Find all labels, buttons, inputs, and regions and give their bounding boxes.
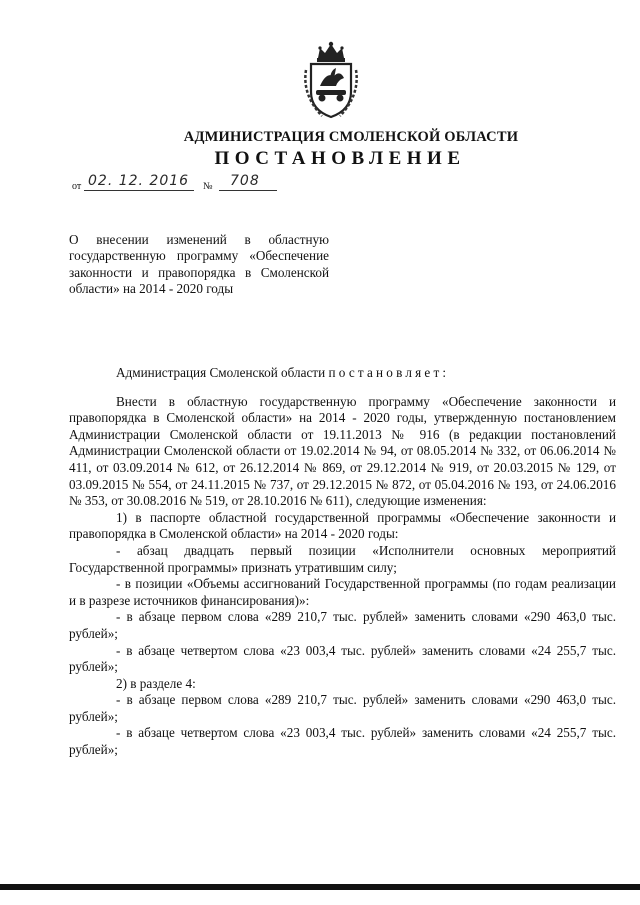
date-number-line: [72, 173, 292, 195]
paragraph-bullet: - в позиции «Объемы ассигнований Государственной программы (по годам реализации и в разрезе источников финансирования)»:: [69, 576, 616, 608]
scan-bottom-edge: [0, 884, 640, 890]
paragraph-bullet: - в абзаце четвертом слова «23 003,4 тыс. рублей» заменить словами «24 255,7 тыс. рублей»;: [69, 725, 616, 758]
resolution-lead: [69, 365, 616, 382]
document-date: 02. 12. 2016: [88, 173, 190, 189]
paragraph-bullet: - абзац двадцать первый позиции «Исполнители основных мероприятий Государственной программы» признать утратившим силу;: [69, 542, 616, 575]
document-subject: О внесении изменений в областную государственную программу «Обеспечение законности и правопорядка в Смоленской области» на 2014 - 2020 годы: [69, 232, 329, 296]
paragraph-item-1: 1) в паспорте областной государственной программы «Обеспечение законности и правопорядка в Смоленской области» на 2014 - 2020 годы:: [69, 509, 616, 542]
date-underline: [84, 190, 194, 191]
number-underline: [219, 190, 277, 191]
number-prefix: №: [203, 181, 213, 192]
document-number: 708: [230, 173, 260, 189]
paragraph-main: Внести в областную государственную программу «Обеспечение законности и правопорядка в Смоленской области» на 2014 - 2020 годы, утвержденную постановлением Администрации Смоленской области от 19.11.2013 № 916 (в редакции постановлений Администрации Смоленской области от 19.02.2014 № 94, от 08.05.2014 № 332, от 06.06.2014 № 411, от 03.09.2014 № 612, от 26.12.2014 № 869, от 29.12.2014 № 919, от 20.03.2015 № 129, от 03.09.2015 № 554, от 24.11.2015 № 737, от 29.12.2015 № 872, от 05.04.2016 № 193, от 24.06.2016 № 353, от 30.08.2016 № 519, от 28.10.2016 № 611), следующие изменения:: [69, 393, 616, 509]
paragraph-bullet: - в абзаце четвертом слова «23 003,4 тыс. рублей» заменить словами «24 255,7 тыс. рублей»;: [69, 642, 616, 675]
document-type-title: ПОСТАНОВЛЕНИЕ: [214, 148, 466, 169]
paragraph-bullet: - в абзаце первом слова «289 210,7 тыс. рублей» заменить словами «290 463,0 тыс. рублей»;: [69, 609, 616, 641]
date-prefix: от: [72, 181, 82, 192]
organization-title: АДМИНИСТРАЦИЯ СМОЛЕНСКОЙ ОБЛАСТИ: [183, 129, 519, 145]
lead-text: Администрация Смоленской области: [116, 365, 329, 380]
lead-verb: постановляет:: [328, 365, 450, 380]
paragraph-item-2: 2) в разделе 4:: [116, 675, 196, 691]
paragraph-bullet: - в абзаце первом слова «289 210,7 тыс. рублей» заменить словами «290 463,0 тыс. рублей»;: [69, 692, 616, 724]
document-body: [69, 365, 616, 759]
coat-of-arms-icon: [300, 40, 362, 120]
